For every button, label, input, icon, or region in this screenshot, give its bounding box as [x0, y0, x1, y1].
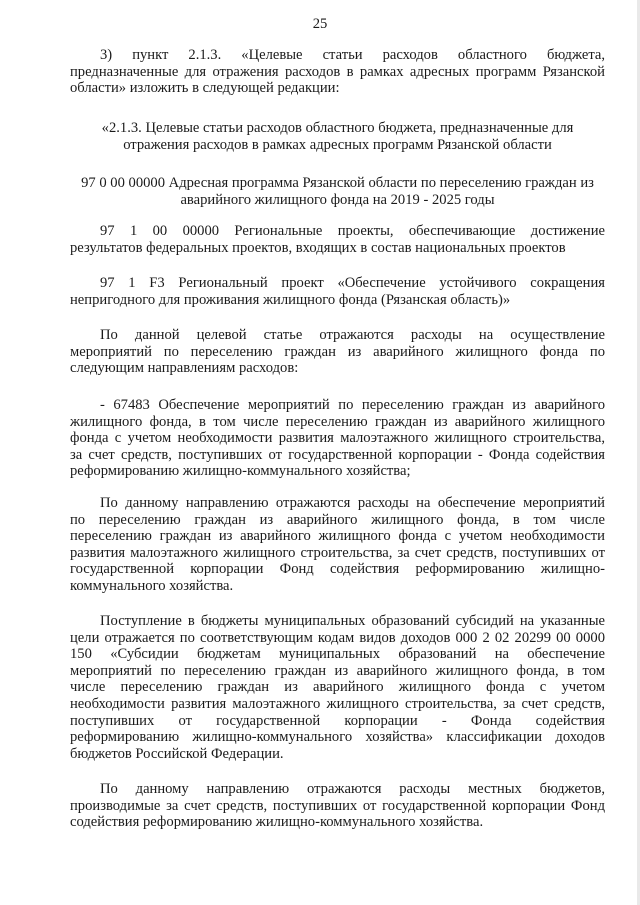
- text-line: следующим направлениям расходов:: [70, 360, 299, 377]
- text-line: По данной целевой статье отражаются расходы на осуществление: [100, 327, 605, 343]
- text-line: аварийного жилищного фонда на 2019 - 2025 годы: [180, 191, 495, 208]
- text-line: за счет средств, поступивших от государственной корпорации - Фонда содействия: [70, 446, 605, 463]
- text-line: бюджетов Российской Федерации.: [70, 745, 284, 762]
- text-line: мероприятий по переселению граждан из аварийного жилищного фонда по: [70, 343, 605, 360]
- text-line: отражения расходов в рамках адресных программ Рязанской области: [123, 136, 552, 153]
- text-line: содействия реформированию жилищно-коммунального хозяйства.: [70, 814, 484, 831]
- paragraph-subsidies: [70, 613, 605, 762]
- paragraph-target-article: [70, 327, 605, 377]
- text-line: мероприятий по переселению граждан из аварийного жилищного фонда, в том: [70, 662, 605, 679]
- paragraph-regional-projects: [70, 223, 605, 256]
- text-line: развития малоэтажного жилищного строительства, за счет средств, поступивших от: [70, 544, 605, 561]
- paragraph-direction-67483: [70, 397, 605, 480]
- text-line: 3) пункт 2.1.3. «Целевые статьи расходов областного бюджета,: [100, 47, 605, 63]
- paragraph-direction-expenses: [70, 495, 605, 595]
- text-line: - 67483 Обеспечение мероприятий по переселению граждан из аварийного: [100, 397, 605, 413]
- text-line: По данному направлению отражаются расходы местных бюджетов,: [100, 781, 605, 797]
- text-line: непригодного для проживания жилищного фонда (Рязанская область)»: [70, 291, 511, 308]
- text-line: 97 1 00 00000 Региональные проекты, обеспечивающие достижение: [100, 223, 605, 239]
- paragraph-local-budgets: [70, 781, 605, 831]
- text-line: переселению граждан из аварийного жилищного фонда с учетом необходимости: [70, 528, 605, 545]
- text-line: «2.1.3. Целевые статьи расходов областного бюджета, предназначенные для: [101, 120, 574, 136]
- text-line: реформированию жилищно-коммунального хозяйства;: [70, 463, 411, 480]
- program-heading: [70, 175, 605, 208]
- text-line: поступивших от государственной корпорации - Фонда содействия: [70, 712, 605, 729]
- text-line: 97 0 00 00000 Адресная программа Рязанской области по переселению граждан из: [81, 175, 594, 191]
- text-line: предназначенные для отражения расходов в рамках адресных программ Рязанской: [70, 63, 605, 80]
- text-line: 150 «Субсидии бюджетам муниципальных образований на обеспечение: [70, 646, 605, 663]
- text-line: реформированию жилищно-коммунального хозяйства» классификации доходов: [70, 729, 605, 746]
- text-line: коммунального хозяйства.: [70, 577, 234, 594]
- text-line: по переселению граждан из аварийного жилищного фонда, в том числе: [70, 511, 605, 528]
- text-line: фонда с учетом необходимости развития малоэтажного жилищного строительства,: [70, 430, 605, 447]
- text-line: числе переселению граждан из аварийного жилищного фонда с учетом: [70, 679, 605, 696]
- text-line: области» изложить в следующей редакции:: [70, 80, 340, 97]
- page-number: 25: [312, 16, 328, 32]
- text-line: производимые за счет средств, поступивших от государственной корпорации Фонд: [70, 797, 605, 814]
- text-line: государственной корпорации Фонд содействия реформированию жилищно-: [70, 561, 605, 578]
- paragraph-regional-project-f3: [70, 275, 605, 308]
- text-line: Поступление в бюджеты муниципальных образований субсидий на указанные: [100, 613, 605, 629]
- text-line: 97 1 F3 Региональный проект «Обеспечение устойчивого сокращения: [100, 275, 605, 291]
- text-line: По данному направлению отражаются расходы на обеспечение мероприятий: [100, 495, 605, 511]
- section-heading: [70, 120, 605, 153]
- text-line: необходимости развития малоэтажного жилищного строительства, за счет средств,: [70, 695, 605, 712]
- text-line: цели отражается по соответствующим кодам видов доходов 000 2 02 20299 00 0000: [70, 629, 605, 646]
- text-line: жилищного фонда, в том числе переселению граждан из аварийного жилищного: [70, 413, 605, 430]
- paragraph-amendment-intro: [70, 47, 605, 97]
- text-line: результатов федеральных проектов, входящих в состав национальных проектов: [70, 239, 566, 256]
